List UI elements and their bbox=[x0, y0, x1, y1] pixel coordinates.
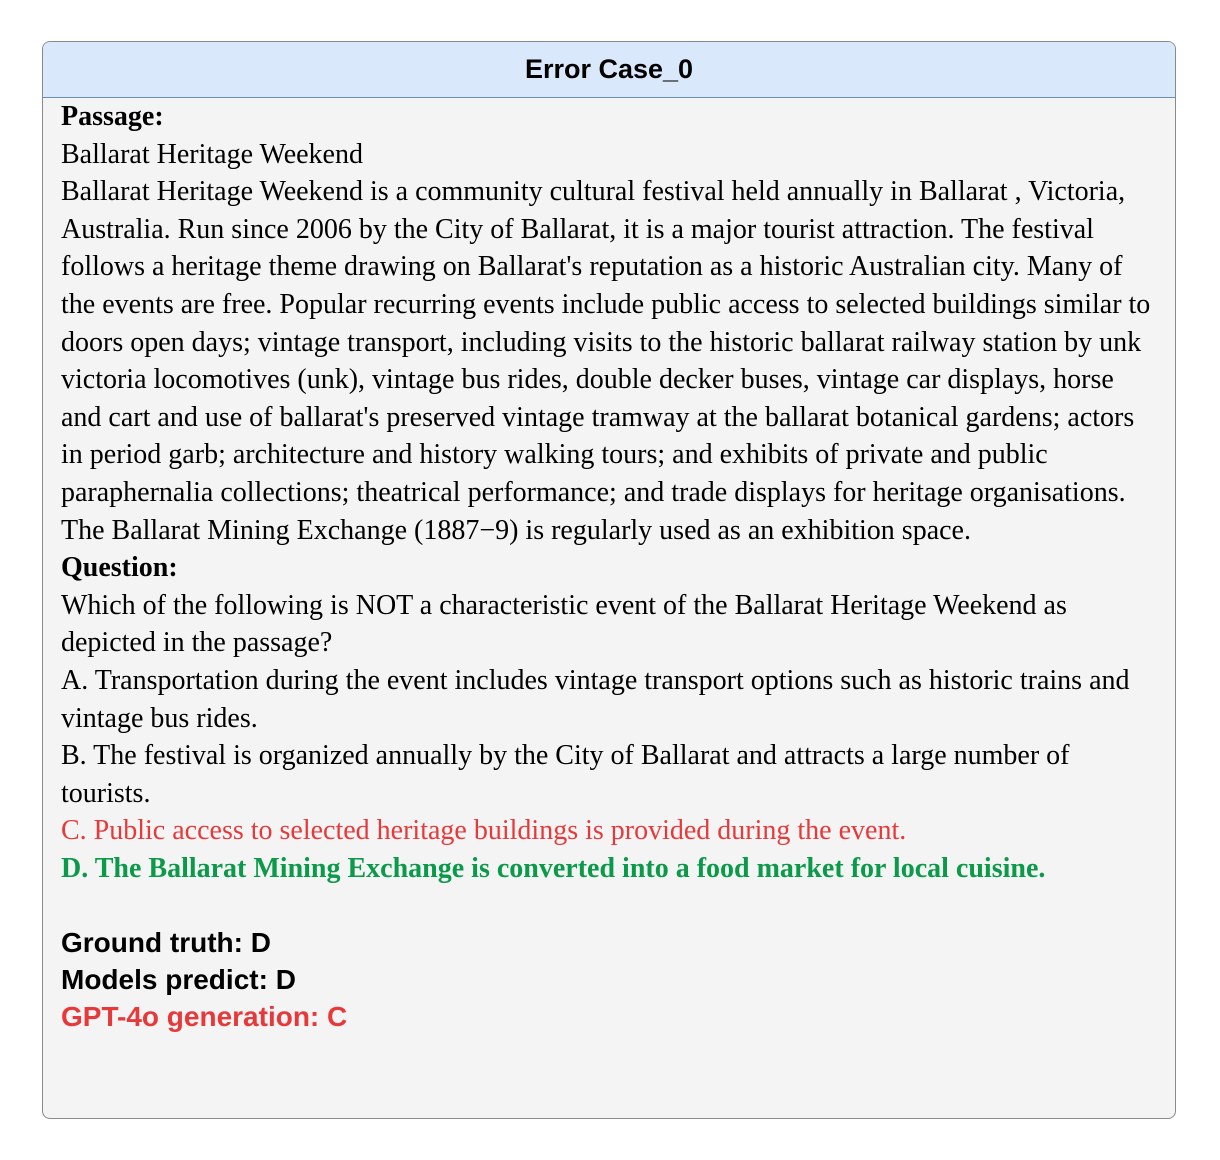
results-block bbox=[61, 924, 1157, 1035]
card-body bbox=[43, 98, 1175, 1035]
error-case-card bbox=[42, 41, 1176, 1119]
question-label: Question: bbox=[61, 552, 178, 584]
option-a: A. Transportation during the event includes vintage transport options such as historic trains and vintage bus rides. bbox=[61, 664, 1130, 734]
ground-truth: Ground truth: D bbox=[61, 927, 271, 959]
question-text: Which of the following is NOT a characteristic event of the Ballarat Heritage Weekend as depicted in the passage? bbox=[61, 589, 1067, 659]
option-d-correct: D. The Ballarat Mining Exchange is converted into a food market for local cuisine. bbox=[61, 852, 1046, 884]
option-b: B. The festival is organized annually by the City of Ballarat and attracts a large number of tourists. bbox=[61, 740, 1070, 809]
card-title: Error Case_0 bbox=[43, 42, 1175, 98]
gpt4o-generation: GPT-4o generation: C bbox=[61, 1001, 348, 1033]
models-predict: Models predict: D bbox=[61, 964, 296, 996]
passage-text: Ballarat Heritage Weekend is a community cultural festival held annually in Ballarat , Victoria, Australia. Run since 2006 by the City of Ballarat, it is a major tourist attraction. The festival follows a heritage theme drawing on Ballarat's reputation as a historic Australian city. Many of the events are free. Popular recurring events include public access to selected buildings similar to doors open days; vintage transport, including visits to the historic ballarat railway station by unk victoria locomotives (unk), vintage bus rides, double decker buses, vintage car displays, horse and cart and use of ballarat's preserved vintage tramway at the ballarat botanical gardens; actors in period garb; architecture and history walking tours; and exhibits of private and public paraphernalia collections; theatrical performance; and trade displays for heritage organisations. The Ballarat Mining Exchange (1887−9) is regularly used as an exhibition space. bbox=[61, 176, 1151, 546]
option-c-gpt4o-choice: C. Public access to selected heritage buildings is provided during the event. bbox=[61, 815, 907, 847]
passage-title: Ballarat Heritage Weekend bbox=[61, 138, 363, 170]
passage-label: Passage: bbox=[61, 101, 164, 132]
